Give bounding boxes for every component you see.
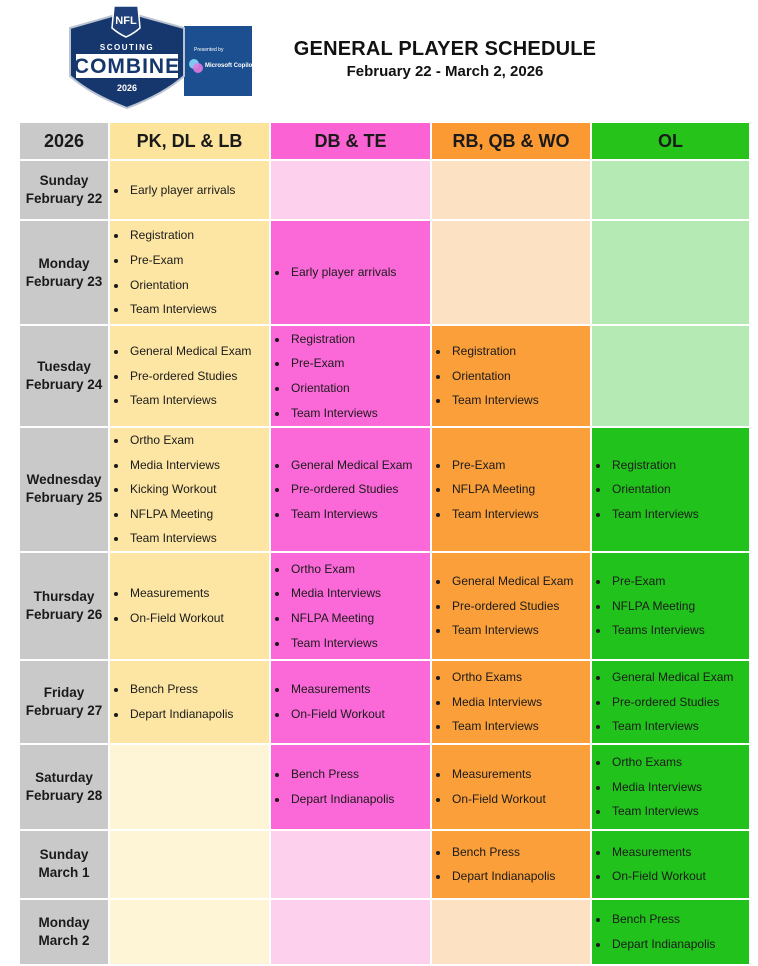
activity-item: • On-Field Workout — [128, 606, 269, 631]
activity-list — [434, 453, 590, 527]
day-name: Saturday — [35, 769, 93, 785]
logo-league: NFL — [115, 15, 137, 27]
activity-item: • Media Interviews — [289, 581, 430, 606]
day-name: Monday — [38, 914, 90, 930]
schedule-cell-rb-qb-wo — [431, 899, 591, 965]
schedule-cell-pk-dl-lb — [109, 427, 270, 552]
activity-item: • Team Interviews — [128, 297, 269, 322]
activity-list — [273, 762, 430, 811]
schedule-cell-ol — [591, 660, 750, 744]
activity-item: • Bench Press — [128, 677, 269, 702]
activity-item: • Depart Indianapolis — [450, 864, 590, 889]
day-cell — [19, 325, 109, 427]
schedule-cell-rb-qb-wo — [431, 220, 591, 325]
schedule-table — [18, 121, 751, 966]
activity-item: • Measurements — [450, 762, 590, 787]
activity-list — [594, 453, 749, 527]
activity-list — [594, 907, 749, 956]
activity-list — [112, 428, 269, 551]
activity-item: • Early player arrivals — [289, 260, 430, 285]
activity-item: • Registration — [450, 339, 590, 364]
schedule-cell-pk-dl-lb — [109, 325, 270, 427]
activity-list — [112, 223, 269, 321]
activity-list — [273, 327, 430, 425]
activity-list — [434, 569, 590, 643]
activity-item: • Measurements — [128, 581, 269, 606]
logo-year: 2026 — [116, 83, 138, 93]
activity-item: • Pre-ordered Studies — [450, 594, 590, 619]
activity-item: • Teams Interviews — [610, 618, 749, 643]
activity-list — [434, 762, 590, 811]
day-date: February 25 — [25, 490, 103, 506]
activity-item: • Bench Press — [289, 762, 430, 787]
activity-item: • Depart Indianapolis — [128, 702, 269, 727]
schedule-cell-ol — [591, 899, 750, 965]
activity-item: • Media Interviews — [610, 775, 749, 800]
column-header-pk-dl-lb: PK, DL & LB — [109, 122, 270, 160]
schedule-cell-pk-dl-lb — [109, 744, 270, 830]
activity-item: • NFLPA Meeting — [289, 606, 430, 631]
column-header-ol: OL — [591, 122, 750, 160]
title-block — [270, 38, 620, 80]
schedule-cell-db-te — [270, 427, 431, 552]
activity-list — [434, 339, 590, 413]
schedule-body — [19, 160, 750, 965]
day-cell — [19, 552, 109, 660]
schedule-cell-ol — [591, 160, 750, 220]
day-name: Sunday — [39, 173, 89, 188]
table-row — [19, 552, 750, 660]
schedule-cell-db-te — [270, 660, 431, 744]
table-row — [19, 220, 750, 325]
activity-list — [594, 569, 749, 643]
activity-item: • Orientation — [450, 364, 590, 389]
schedule-cell-ol — [591, 427, 750, 552]
activity-item: • Ortho Exams — [450, 665, 590, 690]
activity-item: • Team Interviews — [610, 502, 749, 527]
day-date: February 22 — [25, 191, 103, 206]
activity-item: • Kicking Workout — [128, 477, 269, 502]
activity-item: • Registration — [289, 327, 430, 352]
day-date: February 27 — [25, 702, 103, 718]
schedule-cell-pk-dl-lb — [109, 552, 270, 660]
activity-item: • Team Interviews — [450, 618, 590, 643]
activity-list — [273, 557, 430, 655]
activity-item: • Team Interviews — [128, 388, 269, 413]
schedule-cell-db-te — [270, 325, 431, 427]
activity-item: • Ortho Exam — [128, 428, 269, 453]
activity-item: • Orientation — [128, 273, 269, 298]
activity-list — [112, 581, 269, 630]
schedule-cell-rb-qb-wo — [431, 427, 591, 552]
activity-item: • Orientation — [289, 376, 430, 401]
header-row — [19, 122, 750, 160]
schedule-cell-rb-qb-wo — [431, 660, 591, 744]
day-name: Wednesday — [26, 472, 102, 488]
day-name: Friday — [43, 684, 85, 700]
activity-list — [594, 840, 749, 889]
activity-item: • Team Interviews — [289, 401, 430, 426]
activity-item: • On-Field Workout — [450, 787, 590, 812]
day-name: Sunday — [39, 847, 89, 863]
column-header-db-te: DB & TE — [270, 122, 431, 160]
logo-presented-by: Presented by — [194, 47, 224, 53]
activity-item: • Team Interviews — [610, 799, 749, 824]
activity-item: • NFLPA Meeting — [128, 502, 269, 527]
schedule-cell-db-te — [270, 160, 431, 220]
day-cell — [19, 830, 109, 899]
activity-item: • Ortho Exams — [610, 750, 749, 775]
activity-item: • Team Interviews — [289, 631, 430, 656]
activity-item: • Bench Press — [450, 840, 590, 865]
activity-item: • Team Interviews — [450, 388, 590, 413]
activity-item: • Depart Indianapolis — [610, 932, 749, 957]
table-row — [19, 325, 750, 427]
day-date: February 23 — [25, 273, 103, 289]
schedule-cell-ol — [591, 744, 750, 830]
schedule-cell-ol — [591, 830, 750, 899]
schedule-cell-rb-qb-wo — [431, 552, 591, 660]
activity-list — [273, 260, 430, 285]
logo-sponsor: Microsoft Copilot — [205, 63, 254, 69]
day-name: Tuesday — [37, 359, 91, 374]
activity-item: • General Medical Exam — [128, 339, 269, 364]
activity-item: • NFLPA Meeting — [610, 594, 749, 619]
schedule-cell-ol — [591, 325, 750, 427]
activity-item: • Pre-ordered Studies — [128, 364, 269, 389]
activity-item: • Team Interviews — [450, 502, 590, 527]
schedule-cell-rb-qb-wo — [431, 830, 591, 899]
activity-item: • Pre-Exam — [128, 248, 269, 273]
activity-list — [434, 840, 590, 889]
schedule-cell-db-te — [270, 220, 431, 325]
column-header-year: 2026 — [19, 122, 109, 160]
day-date: February 26 — [25, 606, 103, 622]
day-cell — [19, 744, 109, 830]
logo-line2: COMBINE — [73, 55, 181, 78]
activity-list — [112, 178, 269, 203]
day-cell — [19, 899, 109, 965]
activity-item: • Pre-Exam — [610, 569, 749, 594]
activity-item: • Team Interviews — [610, 714, 749, 739]
page-title: GENERAL PLAYER SCHEDULE — [293, 38, 597, 60]
activity-item: • Media Interviews — [128, 453, 269, 478]
activity-list — [273, 453, 430, 527]
activity-list — [594, 750, 749, 824]
table-row — [19, 830, 750, 899]
activity-item: • Orientation — [610, 477, 749, 502]
schedule-cell-db-te — [270, 830, 431, 899]
page-subtitle: February 22 - March 2, 2026 — [346, 63, 544, 80]
activity-list — [112, 339, 269, 413]
activity-item: • Registration — [128, 223, 269, 248]
activity-list — [112, 677, 269, 726]
activity-item: • Pre-ordered Studies — [610, 690, 749, 715]
schedule-cell-rb-qb-wo — [431, 325, 591, 427]
activity-list — [594, 665, 749, 739]
combine-logo — [66, 4, 254, 110]
schedule-cell-db-te — [270, 552, 431, 660]
table-row — [19, 427, 750, 552]
activity-item: • Team Interviews — [450, 714, 590, 739]
schedule-cell-db-te — [270, 744, 431, 830]
activity-item: • Early player arrivals — [128, 178, 269, 203]
day-cell — [19, 660, 109, 744]
schedule-cell-pk-dl-lb — [109, 220, 270, 325]
schedule-cell-rb-qb-wo — [431, 744, 591, 830]
schedule-cell-rb-qb-wo — [431, 160, 591, 220]
day-name: Monday — [38, 255, 90, 271]
day-date: March 1 — [38, 865, 90, 881]
table-row — [19, 744, 750, 830]
activity-item: • Depart Indianapolis — [289, 787, 430, 812]
day-date: February 28 — [25, 787, 103, 803]
schedule-cell-pk-dl-lb — [109, 160, 270, 220]
activity-item: • Bench Press — [610, 907, 749, 932]
activity-list — [434, 665, 590, 739]
day-name: Thursday — [33, 588, 95, 604]
activity-item: • Ortho Exam — [289, 557, 430, 582]
activity-item: • On-Field Workout — [289, 702, 430, 727]
activity-item: • Pre-Exam — [289, 351, 430, 376]
schedule-cell-pk-dl-lb — [109, 899, 270, 965]
table-row — [19, 160, 750, 220]
activity-item: • Measurements — [289, 677, 430, 702]
day-cell — [19, 160, 109, 220]
activity-item: • On-Field Workout — [610, 864, 749, 889]
activity-list — [273, 677, 430, 726]
schedule-cell-pk-dl-lb — [109, 830, 270, 899]
table-row — [19, 899, 750, 965]
column-header-rb-qb-wo: RB, QB & WO — [431, 122, 591, 160]
activity-item: • Measurements — [610, 840, 749, 865]
activity-item: • Registration — [610, 453, 749, 478]
combine-logo-graphic — [66, 4, 254, 110]
activity-item: • NFLPA Meeting — [450, 477, 590, 502]
activity-item: • Pre-Exam — [450, 453, 590, 478]
schedule-cell-ol — [591, 220, 750, 325]
schedule-cell-db-te — [270, 899, 431, 965]
schedule-cell-ol — [591, 552, 750, 660]
day-date: March 2 — [38, 932, 90, 948]
activity-item: • Pre-ordered Studies — [289, 477, 430, 502]
day-cell — [19, 427, 109, 552]
activity-item: • Team Interviews — [289, 502, 430, 527]
activity-item: • General Medical Exam — [450, 569, 590, 594]
logo-line1: SCOUTING — [99, 43, 155, 52]
activity-item: • Media Interviews — [450, 690, 590, 715]
day-date: February 24 — [25, 377, 103, 392]
activity-item: • General Medical Exam — [610, 665, 749, 690]
table-row — [19, 660, 750, 744]
day-cell — [19, 220, 109, 325]
schedule-cell-pk-dl-lb — [109, 660, 270, 744]
activity-item: • General Medical Exam — [289, 453, 430, 478]
activity-item: • Team Interviews — [128, 526, 269, 551]
